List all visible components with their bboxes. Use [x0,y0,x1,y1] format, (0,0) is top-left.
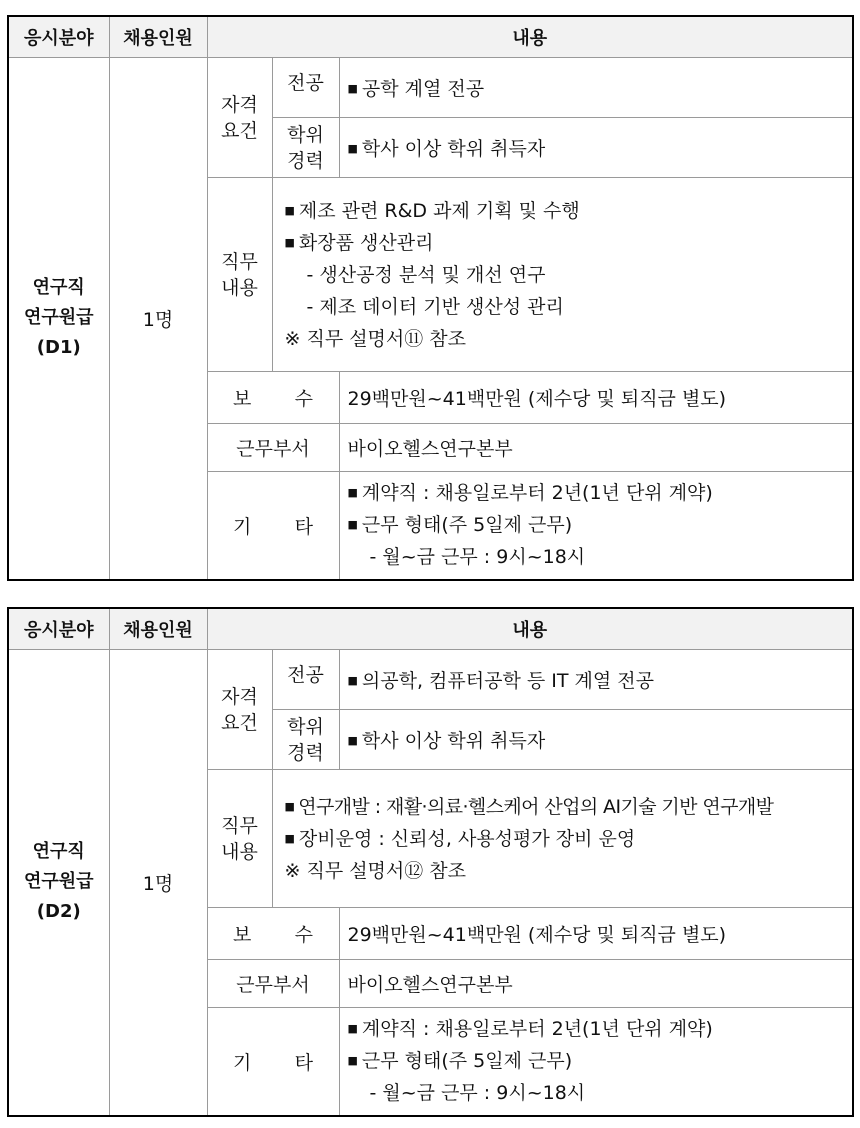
duty-item [285,823,853,855]
label-line: 직무 [221,814,258,837]
field-cell [8,650,109,1116]
header-field: 응시분야 [8,608,109,650]
bullet-icon: ■ [347,1022,358,1036]
bullet-icon: ■ [284,203,295,217]
label-line: 내용 [221,840,258,863]
header-field: 응시분야 [8,16,109,58]
duty-item [285,791,853,823]
etc-item [348,1045,853,1077]
qualification-label [207,650,272,770]
label-line: 요건 [221,711,258,734]
duty-subitem: - 생산공정 분석 및 개선 연구 [306,263,546,286]
field-line: (D1) [36,337,81,359]
label-line: 학위 [287,123,324,146]
etc-subitem: - 월~금 근무 : 9시~18시 [369,546,586,569]
duty-text: 제조 관련 R&D 과제 기획 및 수행 [298,199,580,222]
bullet-icon: ■ [347,142,358,155]
qualification-label [207,58,272,178]
dept-label: 근무부서 [207,424,339,472]
label-line: 경력 [287,149,324,172]
duty-item [285,227,853,259]
header-count: 채용인원 [109,16,207,58]
duty-label [207,770,272,908]
etc-text: 근무 형태(주 5일제 근무) [361,514,573,537]
label-line: 자격 [221,685,258,708]
major-label: 전공 [272,650,339,710]
duty-note: ※ 직무 설명서⑪ 참조 [284,327,467,350]
pay-label [207,372,339,424]
label-line: 직무 [221,250,258,273]
label-char: 기 [233,515,252,538]
header-content: 내용 [207,16,853,58]
duty-note: ※ 직무 설명서⑫ 참조 [284,859,467,882]
label-line: 자격 [221,93,258,116]
field-line: (D2) [36,901,81,923]
duty-label [207,178,272,372]
label-char: 기 [233,1051,252,1074]
major-value [339,650,853,710]
major-text: 공학 계열 전공 [361,78,485,100]
bullet-icon: ■ [284,235,295,249]
dept-value: 바이오헬스연구본부 [339,960,853,1008]
etc-item [348,477,853,509]
dept-value: 바이오헬스연구본부 [339,424,853,472]
etc-list [339,472,853,580]
etc-text: 근무 형태(주 5일제 근무) [361,1050,573,1073]
degree-value [339,710,853,770]
etc-item [348,509,853,541]
label-char: 보 [233,388,252,410]
major-value [339,58,853,118]
dept-label: 근무부서 [207,960,339,1008]
degree-label [272,710,339,770]
major-text: 의공학, 컴퓨터공학 등 IT 계열 전공 [361,670,654,692]
field-line: 연구직 [32,277,85,299]
posting-table-d1 [7,15,854,581]
pay-label [207,908,339,960]
posting-table-d2 [7,607,854,1117]
pay-value: 29백만원~41백만원 (제수당 및 퇴직금 별도) [339,908,853,960]
bullet-icon: ■ [347,734,358,747]
label-char: 수 [294,388,313,410]
bullet-icon: ■ [347,518,358,532]
etc-item [348,1013,853,1045]
header-content: 내용 [207,608,853,650]
pay-value: 29백만원~41백만원 (제수당 및 퇴직금 별도) [339,372,853,424]
etc-subitem: - 월~금 근무 : 9시~18시 [369,1082,586,1105]
bullet-icon: ■ [347,486,358,500]
field-line: 연구직 [32,841,85,863]
major-label: 전공 [272,58,339,118]
count-cell: 1명 [109,58,207,580]
header-count: 채용인원 [109,608,207,650]
duty-list [272,178,853,372]
degree-label [272,118,339,178]
field-cell [8,58,109,580]
label-char: 타 [294,1051,313,1074]
count-cell: 1명 [109,650,207,1116]
label-line: 학위 [287,715,324,738]
duty-list [272,770,853,908]
bullet-icon: ■ [347,674,358,687]
bullet-icon: ■ [284,799,295,813]
label-char: 수 [294,924,313,946]
bullet-icon: ■ [347,1054,358,1068]
duty-text: 장비운영 : 신뢰성, 사용성평가 장비 운영 [298,827,636,850]
degree-value [339,118,853,178]
label-line: 요건 [221,119,258,142]
etc-text: 계약직 : 채용일로부터 2년(1년 단위 계약) [361,1018,713,1041]
field-line: 연구원급 [23,871,94,893]
etc-list [339,1008,853,1116]
degree-text: 학사 이상 학위 취득자 [361,138,546,160]
bullet-icon: ■ [347,82,358,95]
etc-label [207,1008,339,1116]
label-line: 내용 [221,276,258,299]
label-line: 경력 [287,741,324,764]
etc-label [207,472,339,580]
etc-text: 계약직 : 채용일로부터 2년(1년 단위 계약) [361,482,713,505]
label-char: 보 [233,924,252,946]
duty-text: 화장품 생산관리 [298,231,434,254]
duty-item [285,195,853,227]
duty-text: 연구개발 : 재활·의료·헬스케어 산업의 AI기술 기반 연구개발 [298,795,774,818]
bullet-icon: ■ [284,831,295,845]
duty-subitem: - 제조 데이터 기반 생산성 관리 [306,295,564,318]
field-line: 연구원급 [23,307,94,329]
degree-text: 학사 이상 학위 취득자 [361,730,546,752]
label-char: 타 [294,515,313,538]
